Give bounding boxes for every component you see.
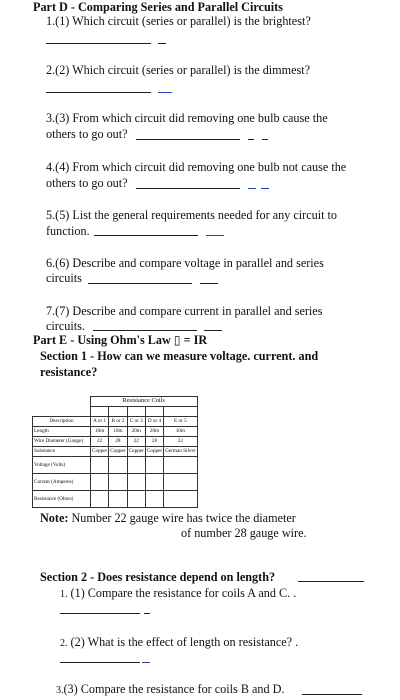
table-blank-cell bbox=[127, 407, 145, 417]
table-blank-cell bbox=[164, 407, 197, 417]
table-input-cell[interactable] bbox=[91, 491, 109, 508]
answer-line-s2[interactable] bbox=[298, 581, 364, 582]
table-cell: Voltage (Volts) bbox=[33, 457, 91, 474]
section-1-title-line1: Section 1 - How can we measure voltage. current. and bbox=[40, 349, 319, 363]
table-input-cell[interactable] bbox=[164, 474, 197, 491]
question-2: 2.(2) Which circuit (series or parallel) is the dimmest? bbox=[46, 63, 311, 77]
table-input-cell[interactable] bbox=[145, 491, 163, 508]
answer-line-7[interactable] bbox=[93, 330, 197, 331]
answer-line-7b bbox=[204, 330, 222, 331]
table-cell: 10m bbox=[164, 427, 197, 437]
answer-line-3b bbox=[248, 139, 254, 140]
table-input-cell[interactable] bbox=[109, 457, 127, 474]
section-2-question-1 bbox=[60, 585, 296, 603]
answer-line-2[interactable] bbox=[46, 92, 151, 93]
table-input-cell[interactable] bbox=[109, 474, 127, 491]
table-cell: 22 bbox=[164, 437, 197, 447]
answer-line-2b bbox=[158, 92, 172, 93]
section-2-title: Section 2 - Does resistance depend on length? bbox=[40, 570, 276, 584]
question-6-line2: circuits bbox=[46, 271, 82, 285]
answer-line-s2q1[interactable] bbox=[60, 613, 140, 614]
answer-line-6[interactable] bbox=[88, 283, 192, 284]
table-row bbox=[33, 427, 198, 437]
column-header: Description bbox=[33, 417, 91, 427]
table-cell: Copper bbox=[109, 447, 127, 457]
table-cell: Copper bbox=[145, 447, 163, 457]
table-input-cell[interactable] bbox=[145, 474, 163, 491]
column-header: E or 5 bbox=[164, 417, 197, 427]
s2-q1-number: 1. bbox=[60, 589, 68, 600]
table-input-cell[interactable] bbox=[127, 491, 145, 508]
table-cell: 20m bbox=[145, 427, 163, 437]
note-label: Note: bbox=[40, 511, 69, 525]
table-cell: Wire Diameter (Gauge) bbox=[33, 437, 91, 447]
table-cell: Substance bbox=[33, 447, 91, 457]
column-header: D or 4 bbox=[145, 417, 163, 427]
table-cell: 10m bbox=[109, 427, 127, 437]
table-cell: German Silver bbox=[164, 447, 197, 457]
table-row bbox=[33, 491, 198, 508]
table-cell: 10m bbox=[91, 427, 109, 437]
answer-line-3[interactable] bbox=[136, 139, 240, 140]
table-cell: Length bbox=[33, 427, 91, 437]
answer-line-4[interactable] bbox=[136, 188, 240, 189]
answer-line-5[interactable] bbox=[94, 235, 198, 236]
question-1: 1.(1) Which circuit (series or parallel) is the brightest? bbox=[46, 14, 311, 28]
question-4-line1: 4.(4) From which circuit did removing one bulb not cause the bbox=[46, 160, 347, 174]
table-row bbox=[33, 457, 198, 474]
table-cell: 22 bbox=[91, 437, 109, 447]
answer-line-1[interactable] bbox=[46, 43, 151, 44]
table-cell: Copper bbox=[91, 447, 109, 457]
resistance-coils-table bbox=[32, 396, 198, 508]
table-row bbox=[33, 474, 198, 491]
table-blank-cell bbox=[109, 407, 127, 417]
table-input-cell[interactable] bbox=[127, 474, 145, 491]
part-e-title: Part E - Using Ohm's Law ▯ = IR bbox=[33, 333, 208, 347]
answer-line-s2q3[interactable] bbox=[302, 694, 362, 695]
table-cell: 28 bbox=[145, 437, 163, 447]
section-2-question-2 bbox=[60, 634, 298, 652]
table-cell: Current (Amperes) bbox=[33, 474, 91, 491]
question-6-line1: 6.(6) Describe and compare voltage in parallel and series bbox=[46, 256, 324, 270]
question-7-line1: 7.(7) Describe and compare current in parallel and series bbox=[46, 304, 323, 318]
table-input-cell[interactable] bbox=[127, 457, 145, 474]
answer-line-5b bbox=[206, 235, 224, 236]
column-header: C or 3 bbox=[127, 417, 145, 427]
part-d-title: Part D - Comparing Series and Parallel Circuits bbox=[33, 0, 283, 14]
question-5-line1: 5.(5) List the general requirements needed for any circuit to bbox=[46, 208, 338, 222]
table-cell: 28 bbox=[109, 437, 127, 447]
s2-q2-text: (2) What is the effect of length on resistance? . bbox=[70, 635, 299, 649]
table-group-header: Resistance Coils bbox=[91, 397, 198, 407]
section-1-title-line2: resistance? bbox=[40, 365, 98, 379]
question-4-line2: others to go out? bbox=[46, 176, 128, 190]
table-input-cell[interactable] bbox=[91, 474, 109, 491]
answer-line-s2q2b bbox=[142, 662, 150, 663]
note bbox=[40, 510, 296, 526]
column-header: A or 1 bbox=[91, 417, 109, 427]
table-row bbox=[33, 437, 198, 447]
s2-q3-text: (3) Compare the resistance for coils B and D. bbox=[63, 682, 285, 696]
note-text-line1: Number 22 gauge wire has twice the diameter bbox=[71, 511, 296, 525]
table-cell: 20m bbox=[127, 427, 145, 437]
note-text-line2: of number 28 gauge wire. bbox=[181, 526, 307, 540]
table-blank-cell bbox=[33, 407, 91, 417]
answer-line-1b bbox=[158, 43, 166, 44]
question-3-line2: others to go out? bbox=[46, 127, 128, 141]
answer-line-4b bbox=[248, 188, 256, 189]
table-input-cell[interactable] bbox=[164, 491, 197, 508]
answer-line-6b bbox=[200, 283, 218, 284]
table-blank-cell bbox=[145, 407, 163, 417]
s2-q1-text: (1) Compare the resistance for coils A and C. . bbox=[70, 586, 297, 600]
column-header: B or 2 bbox=[109, 417, 127, 427]
answer-line-4c bbox=[261, 188, 269, 189]
question-7-line2: circuits. bbox=[46, 319, 85, 333]
question-5-line2: function. bbox=[46, 224, 90, 238]
table-input-cell[interactable] bbox=[91, 457, 109, 474]
table-blank-cell bbox=[91, 407, 109, 417]
answer-line-3c bbox=[262, 139, 268, 140]
answer-line-s2q1b bbox=[144, 613, 150, 614]
table-row bbox=[33, 447, 198, 457]
s2-q2-number: 2. bbox=[60, 638, 68, 649]
table-header-spacer bbox=[33, 397, 91, 407]
answer-line-s2q2[interactable] bbox=[60, 662, 140, 663]
table-cell: 22 bbox=[127, 437, 145, 447]
s2-q3-number: 3. bbox=[56, 685, 64, 696]
table-input-cell[interactable] bbox=[109, 491, 127, 508]
question-3-line1: 3.(3) From which circuit did removing one bulb cause the bbox=[46, 111, 328, 125]
section-2-question-3 bbox=[56, 681, 285, 699]
table-input-cell[interactable] bbox=[145, 457, 163, 474]
table-cell: Resistance (Ohms) bbox=[33, 491, 91, 508]
table-cell: Copper bbox=[127, 447, 145, 457]
table-input-cell[interactable] bbox=[164, 457, 197, 474]
